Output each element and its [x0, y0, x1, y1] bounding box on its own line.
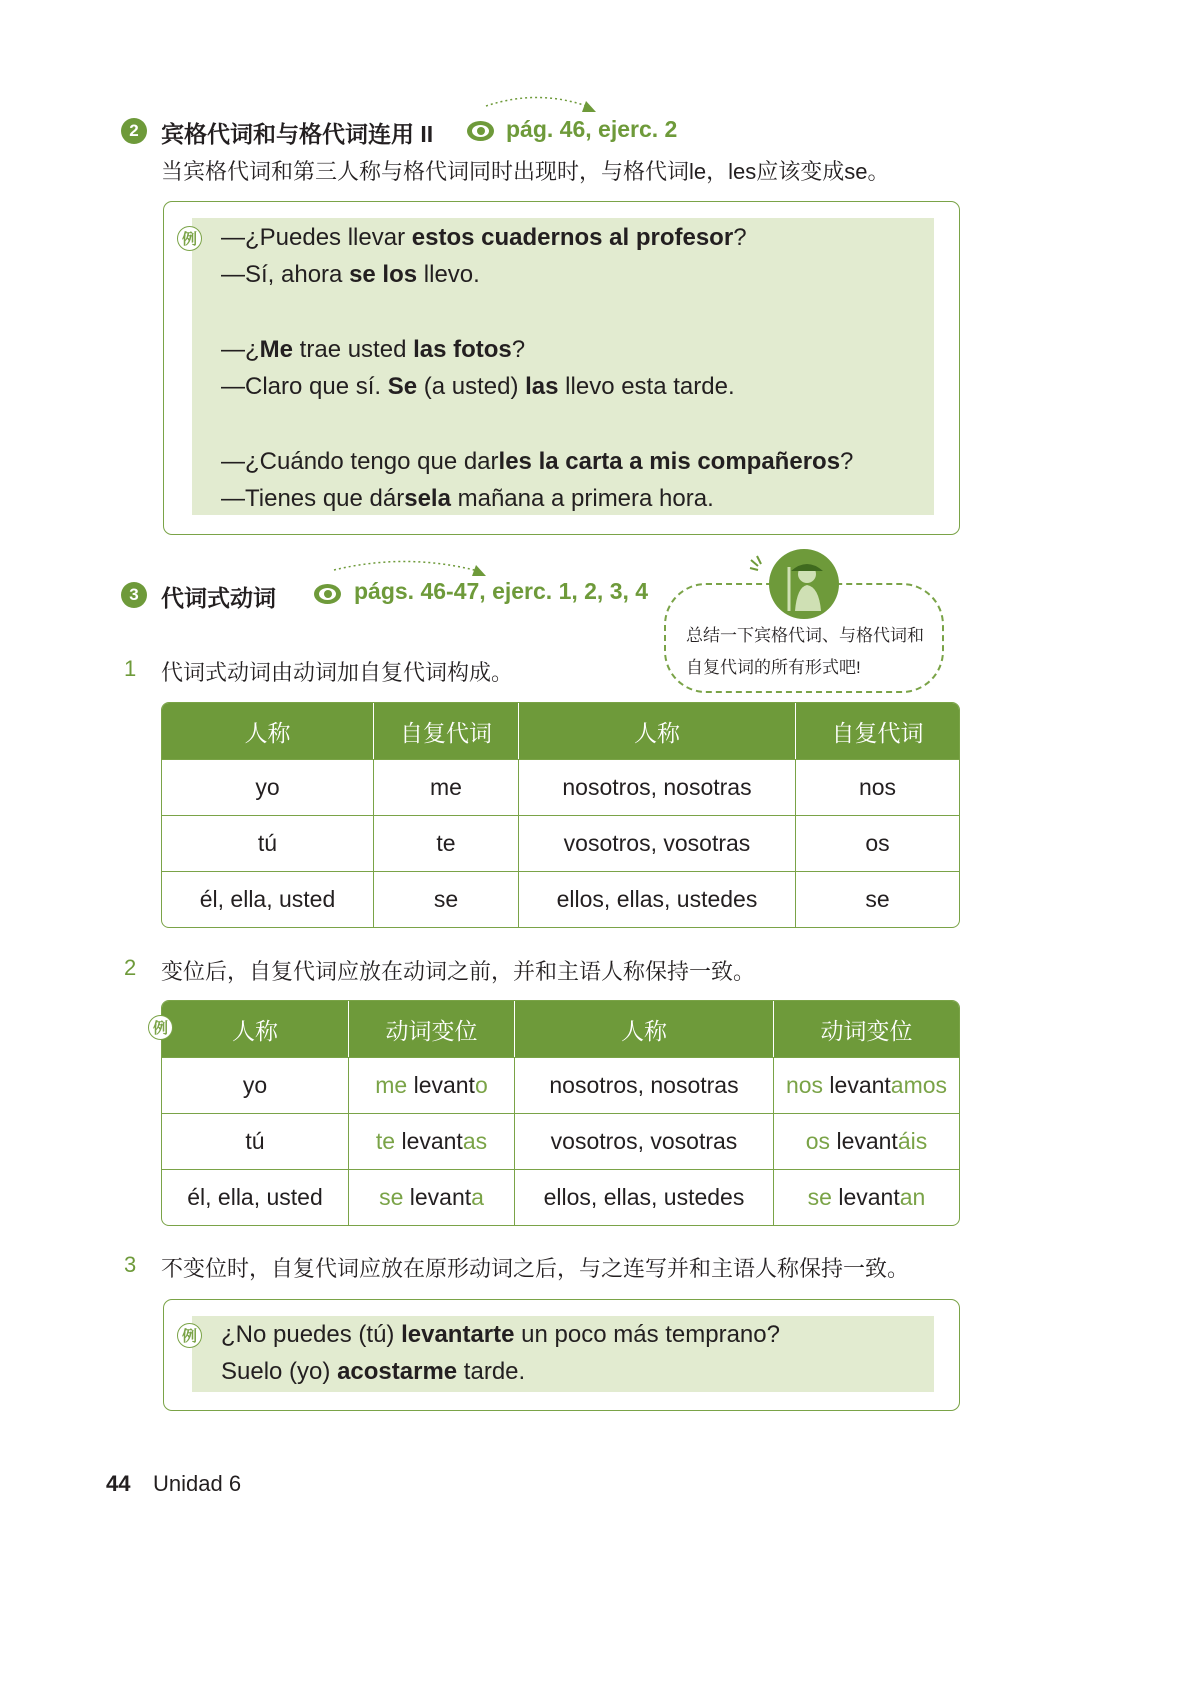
example-icon: 例 [148, 1015, 173, 1040]
tip-line-2: 自复代词的所有形式吧! [686, 658, 861, 677]
section-intro-2: 当宾格代词和第三人称与格代词同时出现时，与格代词le，les应该变成se。 [161, 159, 890, 184]
ending-span: as [462, 1128, 488, 1154]
table-cell: él, ella, usted [162, 1169, 349, 1225]
column-header: 自复代词 [796, 703, 959, 759]
column-header: 人称 [162, 1001, 349, 1057]
section-title-2: 宾格代词和与格代词连用 II [161, 121, 434, 147]
example-icon: 例 [177, 1323, 202, 1348]
stem-span: levant [823, 1072, 891, 1098]
pronoun-table [161, 702, 960, 928]
bold-span: acostarme [337, 1358, 458, 1385]
example-line [221, 224, 747, 252]
table-cell: él, ella, usted [162, 871, 374, 927]
example-line [221, 373, 735, 401]
pronoun-span: se [807, 1184, 832, 1210]
table-row [162, 871, 959, 927]
table-cell: tú [162, 815, 374, 871]
ending-span: áis [897, 1128, 928, 1154]
stem-span: levant [395, 1128, 463, 1154]
pronoun-span: os [805, 1128, 831, 1154]
text-span: mañana a primera hora. [450, 485, 714, 512]
example-icon: 例 [177, 226, 202, 251]
text-span: —¿ [221, 336, 260, 363]
pronoun-span: te [375, 1128, 396, 1154]
point-number: 2 [124, 955, 137, 980]
table-cell [774, 1169, 959, 1225]
section-title-3: 代词式动词 [161, 585, 276, 611]
table-row [162, 815, 959, 871]
text-span: ? [840, 448, 854, 475]
stem-span: levant [403, 1184, 472, 1210]
ending-span: a [471, 1184, 484, 1210]
text-span: ? [511, 336, 526, 363]
text-span: ? [733, 224, 747, 251]
column-header: 动词变位 [774, 1001, 959, 1057]
text-span: —¿Cuándo tengo que dar [221, 448, 499, 475]
table-row [162, 1057, 959, 1113]
text-span: Suelo (yo) [221, 1358, 338, 1385]
table-cell: nosotros, nosotras [519, 759, 796, 815]
column-header: 人称 [162, 703, 374, 759]
table-cell: te [374, 815, 519, 871]
example-line [221, 448, 853, 476]
table-cell [349, 1169, 515, 1225]
conjugation-table [161, 1000, 960, 1226]
bold-span: les la carta a mis compañeros [498, 448, 841, 475]
table-cell: se [374, 871, 519, 927]
stem-span: levant [830, 1128, 898, 1154]
page-number: 44 [106, 1471, 131, 1496]
text-span: un poco más temprano? [514, 1321, 780, 1348]
text-span: trae usted [293, 336, 414, 363]
table-cell [774, 1057, 959, 1113]
table-cell: ellos, ellas, ustedes [519, 871, 796, 927]
column-header: 动词变位 [349, 1001, 515, 1057]
text-span: —Tienes que dár [221, 485, 405, 512]
table-header-row [162, 1001, 959, 1057]
eye-icon [314, 584, 341, 604]
stem-span: levant [831, 1184, 900, 1210]
section-number-3: 3 [121, 582, 147, 608]
point-text: 不变位时，自复代词应放在原形动词之后，与之连写并和主语人称保持一致。 [161, 1256, 910, 1281]
bold-span: estos cuadernos al profesor [411, 224, 734, 251]
pronoun-span: me [375, 1072, 408, 1098]
example-line [221, 261, 480, 289]
table-cell: os [796, 815, 959, 871]
tip-line-1: 总结一下宾格代词、与格代词和 [686, 626, 924, 645]
text-span: llevo esta tarde. [558, 373, 735, 400]
section-ref-2[interactable]: pág. 46, ejerc. 2 [506, 116, 678, 142]
text-span: (a usted) [417, 373, 526, 400]
bold-span: Se [387, 373, 418, 400]
point-text: 代词式动词由动词加自复代词构成。 [161, 660, 514, 685]
table-cell: vosotros, vosotras [519, 815, 796, 871]
ending-span: an [899, 1184, 926, 1210]
text-span: tarde. [457, 1358, 526, 1385]
text-span: —Claro que sí. [221, 373, 388, 400]
point-number: 1 [124, 656, 137, 681]
text-span: llevo. [417, 261, 480, 288]
column-header: 人称 [519, 703, 796, 759]
point-text: 变位后，自复代词应放在动词之前，并和主语人称保持一致。 [161, 959, 756, 984]
table-cell [774, 1113, 959, 1169]
table-row [162, 1169, 959, 1225]
table-cell: yo [162, 759, 374, 815]
table-cell: ellos, ellas, ustedes [515, 1169, 774, 1225]
eye-icon [467, 121, 494, 141]
mascot-figure [769, 549, 839, 619]
sparkle-icon [748, 554, 770, 576]
bold-span: las fotos [413, 336, 512, 363]
unit-label: Unidad 6 [153, 1471, 242, 1496]
bold-span: Me [259, 336, 294, 363]
pronoun-span: se [379, 1184, 404, 1210]
example-line [221, 1358, 525, 1386]
bold-span: se los [349, 261, 418, 288]
table-row [162, 1113, 959, 1169]
bold-span: levantarte [401, 1321, 515, 1348]
bold-span: las [525, 373, 559, 400]
table-cell: vosotros, vosotras [515, 1113, 774, 1169]
text-span: ¿No puedes (tú) [221, 1321, 402, 1348]
ending-span: o [474, 1072, 488, 1098]
pronoun-span: nos [785, 1072, 824, 1098]
example-line [221, 336, 525, 364]
table-row [162, 759, 959, 815]
table-cell: nosotros, nosotras [515, 1057, 774, 1113]
table-cell: nos [796, 759, 959, 815]
section-number-2: 2 [121, 118, 147, 144]
point-number: 3 [124, 1252, 137, 1277]
section-ref-3[interactable]: págs. 46-47, ejerc. 1, 2, 3, 4 [354, 578, 649, 604]
table-cell: tú [162, 1113, 349, 1169]
example-line [221, 485, 714, 513]
column-header: 自复代词 [374, 703, 519, 759]
column-header: 人称 [515, 1001, 774, 1057]
text-span: —¿Puedes llevar [221, 224, 412, 251]
stem-span: levant [407, 1072, 475, 1098]
text-span: —Sí, ahora [221, 261, 350, 288]
example-line [221, 1321, 780, 1349]
table-header-row [162, 703, 959, 759]
table-cell: se [796, 871, 959, 927]
table-cell [349, 1057, 515, 1113]
mascot-icon [769, 549, 839, 619]
table-cell: yo [162, 1057, 349, 1113]
bold-span: sela [404, 485, 451, 512]
table-cell [349, 1113, 515, 1169]
ending-span: amos [890, 1072, 948, 1098]
table-cell: me [374, 759, 519, 815]
example-box [163, 1299, 960, 1411]
